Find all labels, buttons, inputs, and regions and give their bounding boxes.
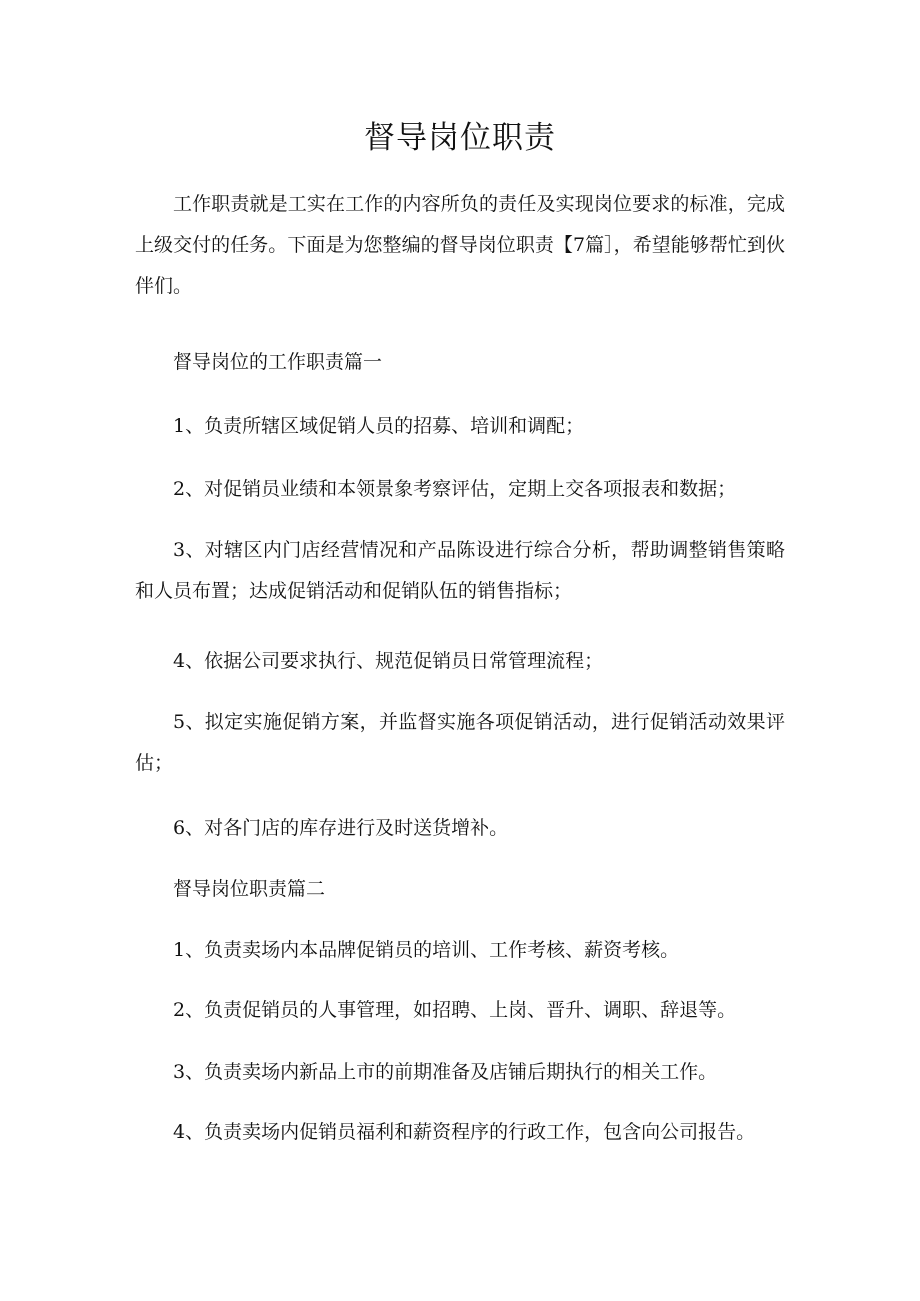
list-item: 1、负责卖场内本品牌促销员的培训、工作考核、薪资考核。	[173, 939, 680, 961]
list-item: 2、负责促销员的人事管理，如招聘、上岗、晋升、调职、辞退等。	[173, 999, 737, 1021]
list-item: 4、负责卖场内促销员福利和薪资程序的行政工作，包含向公司报告。	[173, 1121, 756, 1143]
list-item: 4、依据公司要求执行、规范促销员日常管理流程；	[173, 650, 604, 672]
list-item: 6、对各门店的库存进行及时送货增补。	[173, 817, 509, 839]
section-heading-1: 督导岗位的工作职责篇一	[173, 351, 383, 373]
list-item: 2、对促销员业绩和本领景象考察评估，定期上交各项报表和数据；	[173, 478, 737, 500]
intro-paragraph: 工作职责就是工实在工作的内容所负的责任及实现岗位要求的标准，完成上级交付的任务。下面是为您整编的督导岗位职责【7篇］，希望能够帮忙到伙伴们。	[135, 193, 785, 297]
section-heading-2: 督导岗位职责篇二	[173, 878, 326, 900]
list-item: 1、负责所辖区域促销人员的招募、培训和调配；	[173, 415, 585, 437]
list-item: 3、负责卖场内新品上市的前期准备及店铺后期执行的相关工作。	[173, 1061, 718, 1083]
list-item: 5、拟定实施促销方案，并监督实施各项促销活动，进行促销活动效果评估；	[135, 711, 785, 774]
list-item: 3、对辖区内门店经营情况和产品陈设进行综合分析，帮助调整销售策略和人员布置；达成促销活动和促销队伍的销售指标；	[135, 539, 785, 602]
page-title: 督导岗位职责	[364, 120, 556, 156]
